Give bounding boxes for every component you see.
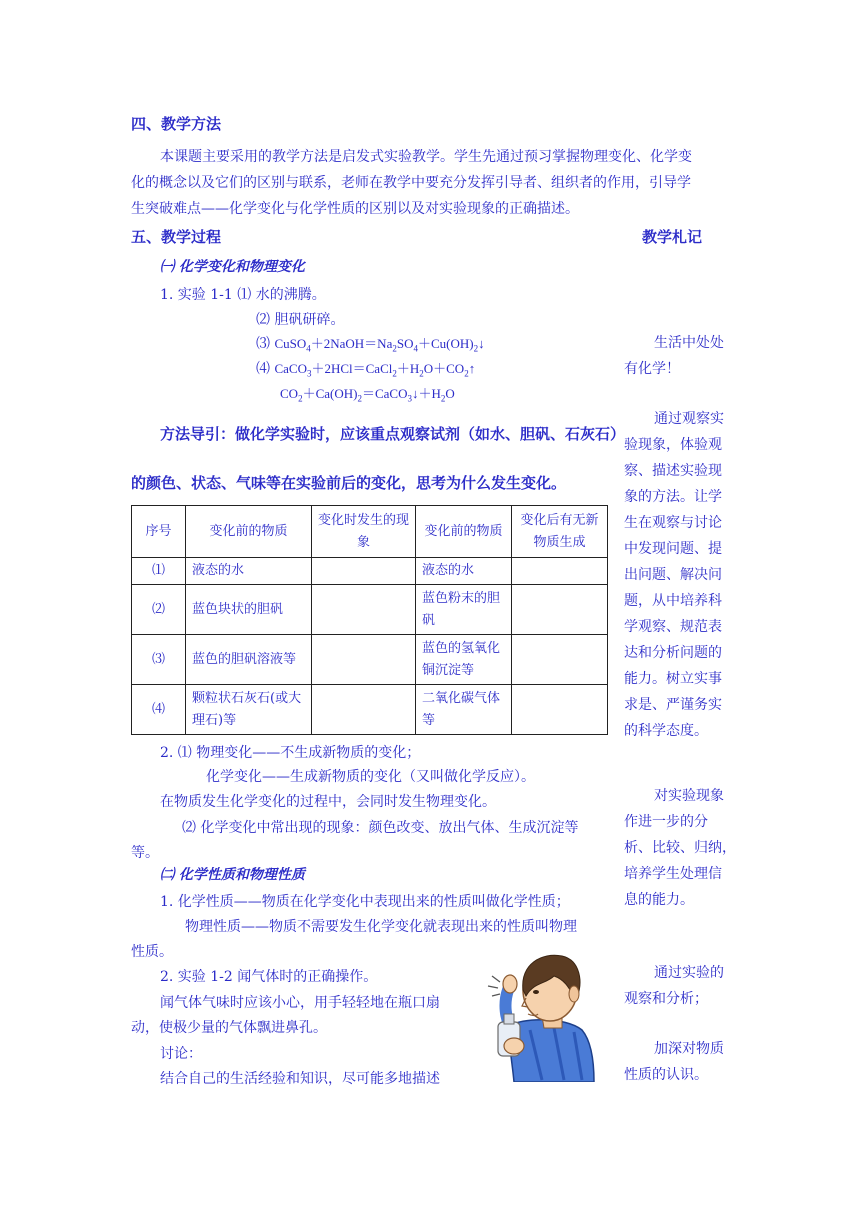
side-note-line: 加深对物质 (654, 1041, 724, 1057)
exp-item-3-label: ⑶ (256, 336, 270, 352)
cell: 颗粒状石灰石(或大理石)等 (186, 685, 312, 735)
side-note-line: 通过观察实 (654, 411, 724, 427)
side-note-line: 能力。树立实事 (624, 671, 722, 687)
side-note-4 (624, 960, 724, 1012)
side-column-title: 教学札记 (642, 228, 703, 246)
experiment-1-1: 1. 实验 1-1 ⑴ 水的沸腾。 (160, 287, 326, 303)
cell: 二氧化碳气体等 (416, 685, 512, 735)
exp-item-4-label: ⑷ (256, 361, 270, 377)
method-guide (160, 421, 625, 447)
student-smelling-bottle-illustration (470, 950, 596, 1082)
side-note-line: 达和分析问题的 (624, 645, 722, 661)
after-line-1: 2. ⑴ 物理变化——不生成新物质的变化； (160, 745, 421, 761)
equation-cuso4-naoh: $CuSO_4+2NaOH=Na_2SO_4+Cu(OH)_2↓$ (274, 336, 485, 354)
side-note-line: 析、比较、归纳， (624, 840, 736, 856)
side-note-3 (624, 783, 736, 913)
side-note-line: 的科学态度。 (624, 723, 708, 739)
side-note-line: 验现象，体验观 (624, 437, 722, 453)
part-1-title: ㈠ 化学变化和物理变化 (160, 259, 305, 275)
header-before: 变化前的物质 (186, 506, 312, 558)
header-new-substance: 变化后有无新物质生成 (512, 506, 608, 558)
cell (312, 685, 416, 735)
method-guide-label: 方法导引： (160, 425, 236, 443)
side-note-line: 对实验现象 (654, 788, 724, 804)
side-note-line: 作进一步的分 (624, 814, 708, 830)
table-row (132, 585, 608, 635)
after-line-3: 在物质发生化学变化的过程中，会同时发生物理变化。 (160, 794, 496, 810)
side-note-1 (624, 330, 724, 382)
header-phenomenon: 变化时发生的现象 (312, 506, 416, 558)
observation-table (131, 505, 608, 735)
cell: 液态的水 (416, 558, 512, 585)
side-note-line: 生在观察与讨论 (624, 515, 722, 531)
after-line-2: 化学变化——生成新物质的变化（又叫做化学反应）。 (206, 769, 535, 785)
part2-line-4: 2. 实验 1-2 闻气体时的正确操作。 (160, 969, 378, 985)
cell (312, 585, 416, 635)
part2-line-8: 结合自己的生活经验和知识，尽可能多地描述 (160, 1071, 440, 1087)
cell: 蓝色的胆矾溶液等 (186, 635, 312, 685)
table-row (132, 685, 608, 735)
side-note-line: 通过实验的 (654, 965, 724, 981)
part2-line-2: 物理性质——物质不需要发生化学变化就表现出来的性质叫物理 (185, 919, 577, 935)
section-4-title: 四、教学方法 (131, 115, 222, 133)
part2-line-5: 闻气体气味时应该小心，用手轻轻地在瓶口扇 (160, 995, 440, 1011)
cell: ⑶ (132, 635, 186, 685)
side-note-2 (624, 406, 724, 744)
part2-line-3: 性质。 (131, 944, 173, 960)
header-number: 序号 (132, 506, 186, 558)
cell (512, 585, 608, 635)
after-line-4: ⑵ 化学变化中常出现的现象：颜色改变、放出气体、生成沉淀等 (182, 820, 579, 836)
side-note-line: 题，从中培养科 (624, 593, 722, 609)
side-note-line: 有化学！ (624, 361, 680, 377)
part2-line-1: 1. 化学性质——物质在化学变化中表现出来的性质叫做化学性质； (160, 894, 570, 910)
side-note-line: 求是、严谨务实 (624, 697, 722, 713)
table-row (132, 635, 608, 685)
cell: ⑵ (132, 585, 186, 635)
cell: 蓝色的氢氧化铜沉淀等 (416, 635, 512, 685)
equation-caco3-hcl: $CaCO_3+2HCl=CaCl_2+H_2O+CO_2↑$ (274, 361, 476, 379)
side-note-line: 中发现问题、提 (624, 541, 722, 557)
table-header-row (132, 506, 608, 558)
cell (512, 635, 608, 685)
side-note-line: 生活中处处 (654, 335, 724, 351)
method-guide-line-2: 的颜色、状态、气味等在实验前后的变化，思考为什么发生变化。 (131, 474, 567, 492)
equation-co2-limewater: $CO_2+Ca(OH)_2=CaCO_3↓+H_2O$ (280, 386, 455, 404)
part-2-title: ㈡ 化学性质和物理性质 (160, 867, 305, 883)
side-note-line: 培养学生处理信 (624, 866, 722, 882)
cell (312, 558, 416, 585)
method-guide-text: 做化学实验时，应该重点观察试剂（如水、胆矾、石灰石） (235, 425, 626, 443)
table-row (132, 558, 608, 585)
part2-line-6: 动，使极少量的气体飘进鼻孔。 (131, 1020, 327, 1036)
side-note-5 (624, 1036, 724, 1088)
part2-line-7: 讨论： (160, 1046, 202, 1062)
side-note-line: 性质的认识。 (624, 1067, 708, 1083)
side-note-line: 出问题、解决问 (624, 567, 722, 583)
cell: 蓝色块状的胆矾 (186, 585, 312, 635)
side-note-line: 象的方法。让学 (624, 489, 722, 505)
header-after: 变化前的物质 (416, 506, 512, 558)
exp-item-2: ⑵ 胆矾研碎。 (256, 312, 345, 328)
side-note-line: 察、描述实验现 (624, 463, 722, 479)
cell: 液态的水 (186, 558, 312, 585)
cell (512, 685, 608, 735)
side-note-line: 观察和分析； (624, 991, 708, 1007)
cell: ⑴ (132, 558, 186, 585)
side-note-line: 息的能力。 (624, 892, 694, 908)
sec4-line-1: 本课题主要采用的教学方法是启发式实验教学。学生先通过预习掌握物理变化、化学变 (160, 149, 692, 165)
side-note-line: 学观察、规范表 (624, 619, 722, 635)
cell (512, 558, 608, 585)
sec4-line-3: 生突破难点——化学变化与化学性质的区别以及对实验现象的正确描述。 (131, 201, 579, 217)
section-5-title: 五、教学过程 (131, 228, 222, 246)
after-line-5: 等。 (131, 845, 159, 861)
cell: 蓝色粉末的胆矾 (416, 585, 512, 635)
cell (312, 635, 416, 685)
sec4-line-2: 化的概念以及它们的区别与联系，老师在教学中要充分发挥引导者、组织者的作用，引导学 (131, 175, 691, 191)
cell: ⑷ (132, 685, 186, 735)
